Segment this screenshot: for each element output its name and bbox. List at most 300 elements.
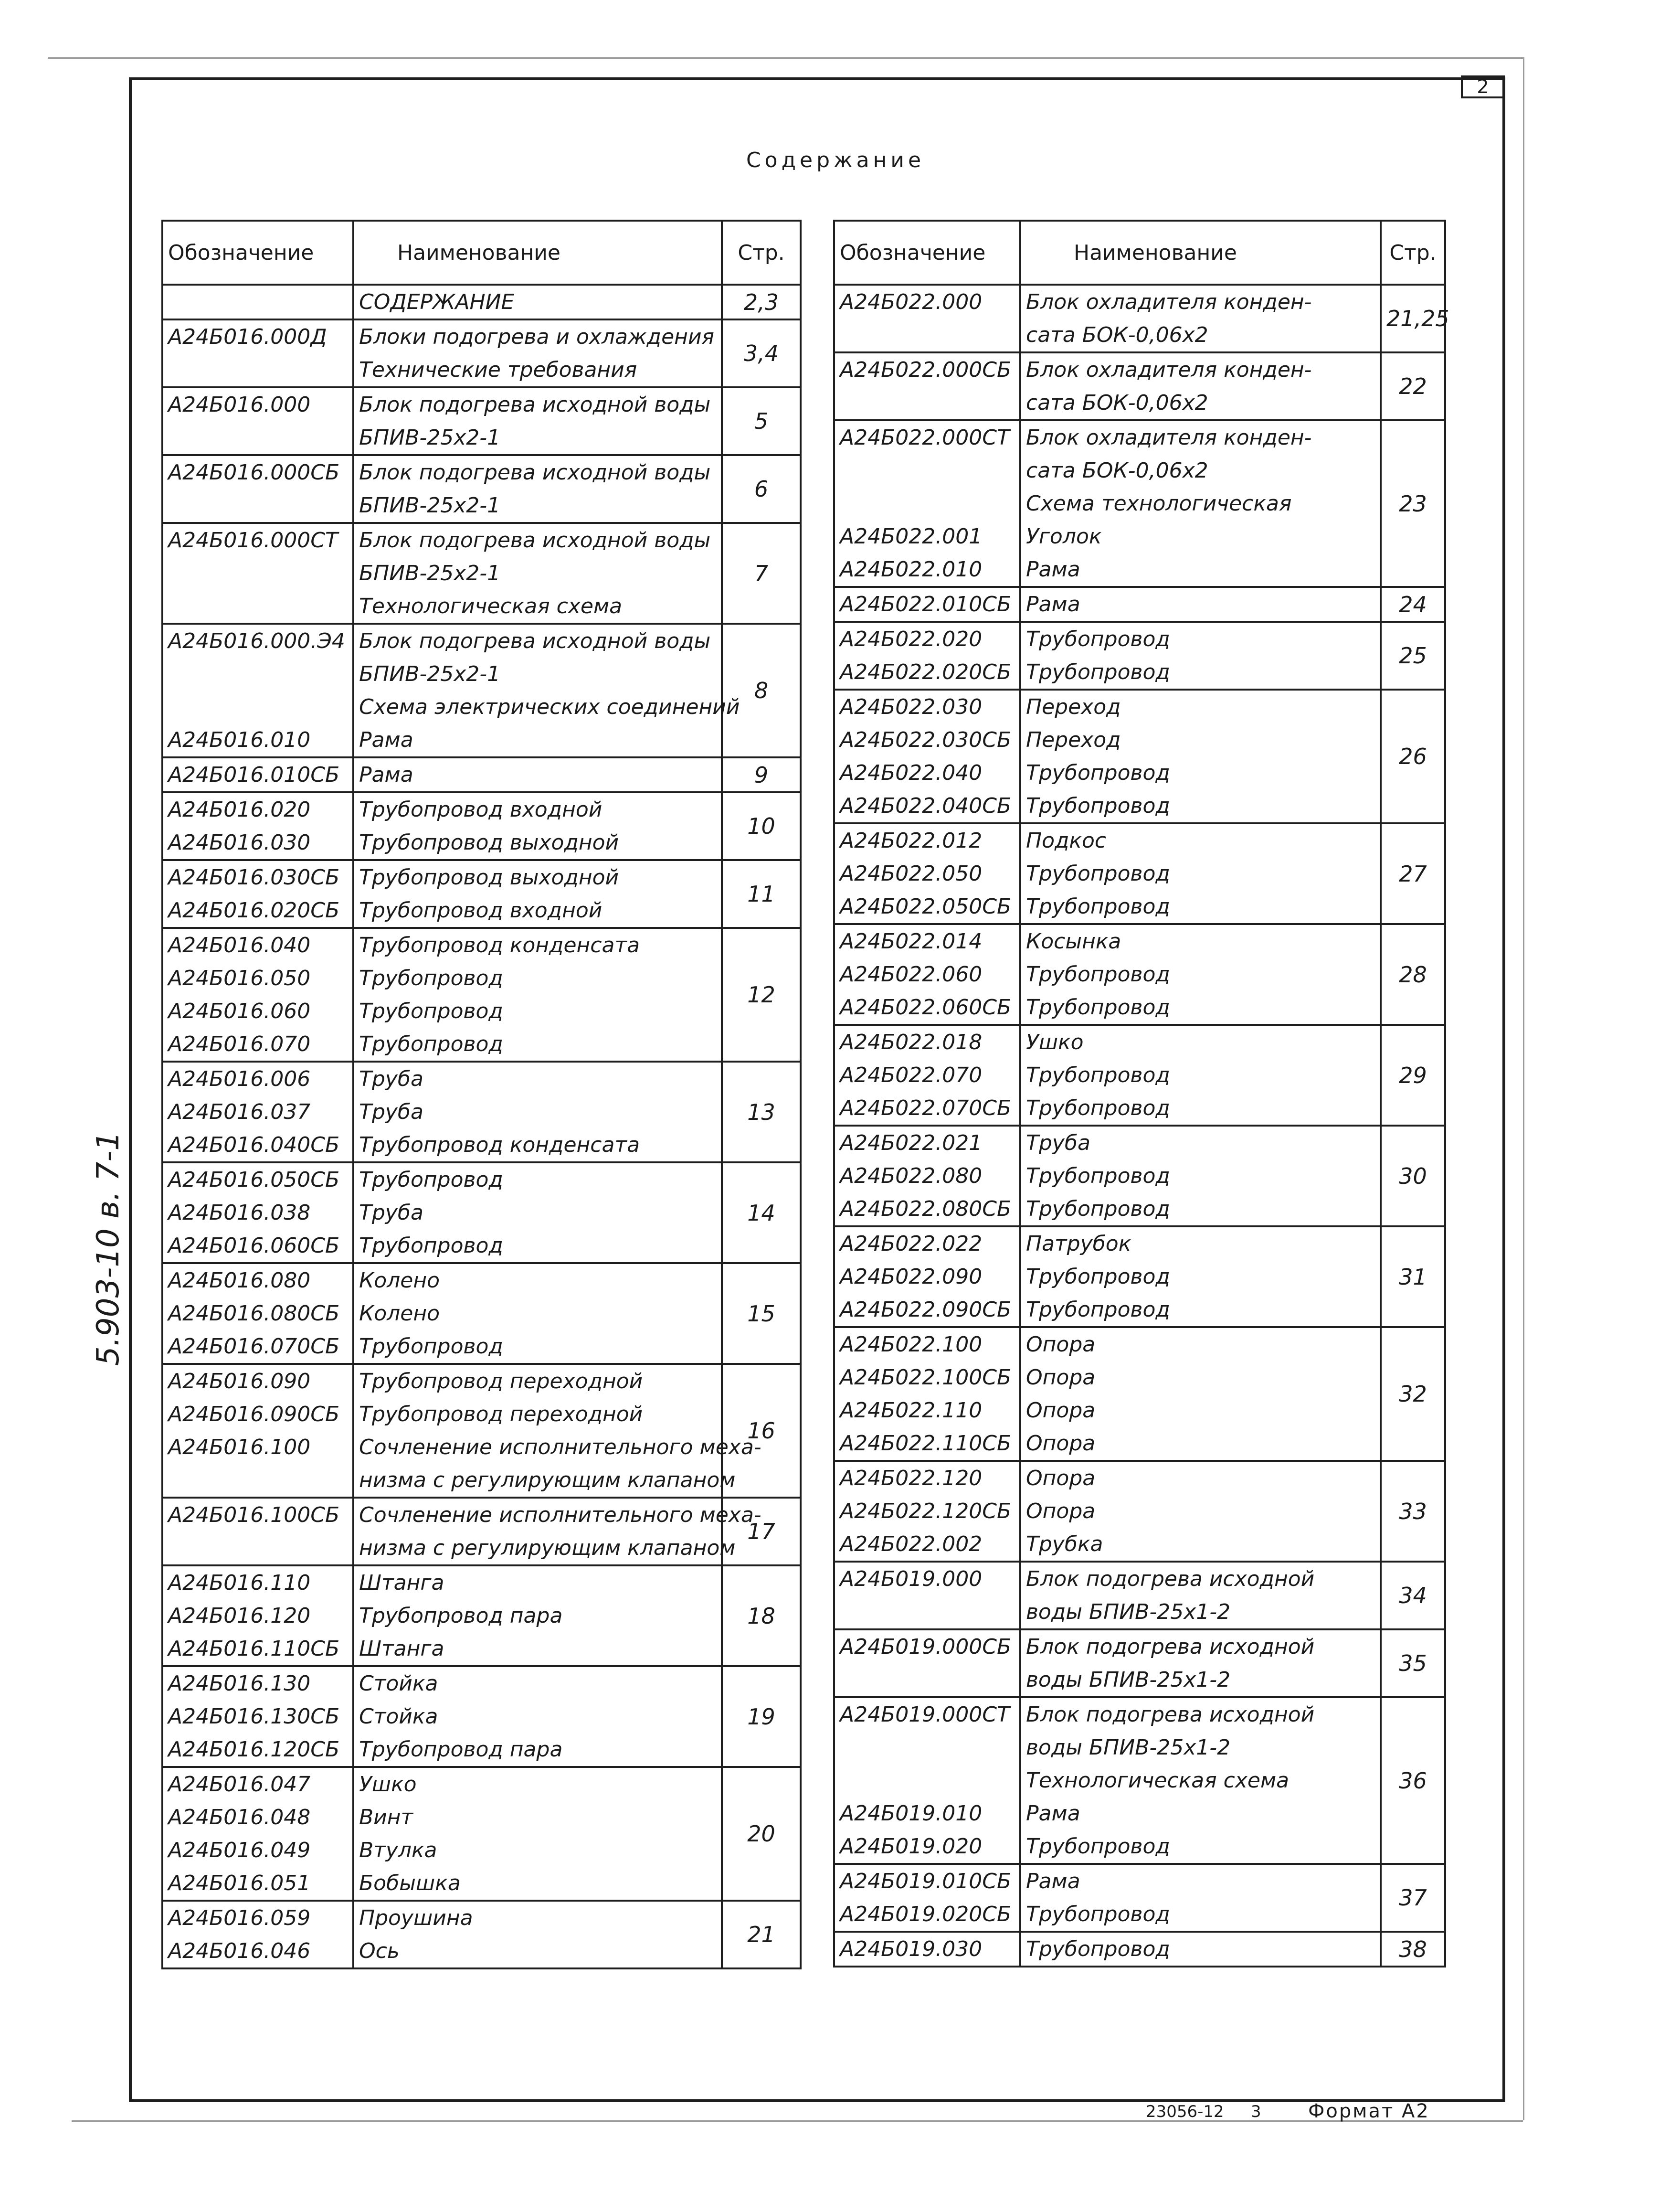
code-cell [834, 1226, 1020, 1327]
name-line: Трубопровод [1026, 627, 1170, 651]
name-line: Блок подогрева исходной воды [359, 629, 711, 653]
name-line: Сочленение исполнительного меха- [359, 1503, 761, 1527]
code-line [168, 557, 348, 590]
code-line: А24Б022.040СБ [840, 794, 1012, 818]
name-line: Трубопровод конденсата [359, 933, 640, 957]
page-cell: 34 [1381, 1562, 1445, 1629]
name-line: Подкос [1026, 829, 1107, 853]
name-line: Рама [359, 728, 413, 752]
page-cell: 17 [722, 1498, 801, 1565]
page-cell: 18 [722, 1565, 801, 1666]
header-page: Стр. [1381, 221, 1445, 285]
code-line: А24Б016.130СБ [168, 1704, 340, 1729]
name-line: Технические требования [359, 358, 637, 382]
code-line: А24Б016.070СБ [168, 1334, 340, 1359]
table-row [834, 1025, 1445, 1126]
code-line: А24Б016.070 [168, 1032, 311, 1056]
code-line: А24Б016.100СБ [168, 1503, 340, 1527]
code-cell [834, 1697, 1020, 1864]
name-line: Схема электрических соединений [359, 695, 740, 719]
code-cell [834, 587, 1020, 622]
header-code: Обозначение [834, 221, 1020, 285]
name-line: БПИВ-25х2-1 [359, 561, 501, 585]
code-line: А24Б019.020 [840, 1834, 983, 1859]
name-cell [1020, 420, 1381, 587]
page-cell: 12 [722, 928, 801, 1062]
name-line: Опора [1026, 1398, 1096, 1423]
code-cell [834, 420, 1020, 587]
name-line: Косынка [1026, 929, 1121, 954]
page-cell: 35 [1381, 1629, 1445, 1697]
code-line: А24Б016.030 [168, 830, 311, 855]
code-line [168, 658, 348, 691]
footer-order-number: 23056-12 [1146, 2102, 1224, 2121]
code-line: А24Б016.047 [168, 1772, 311, 1797]
code-line: А24Б016.010 [168, 728, 311, 752]
name-cell [353, 860, 722, 928]
header-code: Обозначение [162, 221, 353, 285]
name-line: Трубопровод [1026, 1937, 1170, 1961]
code-line: А24Б016.040СБ [168, 1133, 340, 1157]
outer-trim-line-right [1523, 57, 1524, 2120]
name-line: Трубопровод [1026, 1265, 1170, 1289]
name-line: Технологическая схема [359, 594, 623, 618]
name-line: Трубопровод выходной [359, 830, 619, 855]
outer-trim-line-bottom [72, 2120, 1523, 2122]
name-line: Блок подогрева исходной воды [359, 460, 711, 485]
name-line: Рама [359, 763, 413, 787]
page-cell: 36 [1381, 1697, 1445, 1864]
page-cell: 30 [1381, 1126, 1445, 1226]
code-cell [162, 387, 353, 455]
header-name: Наименование [353, 221, 722, 285]
name-cell [353, 523, 722, 624]
name-line: сата БОК-0,06х2 [1026, 323, 1208, 347]
table-row [162, 523, 801, 624]
code-cell [834, 1629, 1020, 1697]
code-cell [162, 1263, 353, 1364]
page-cell: 25 [1381, 622, 1445, 690]
page-cell: 8 [722, 624, 801, 757]
name-line: Стойка [359, 1671, 438, 1696]
code-line [168, 353, 348, 386]
name-cell [1020, 1562, 1381, 1629]
code-line [168, 286, 348, 319]
header-page: Стр. [722, 221, 801, 285]
code-line: А24Б022.000СБ [840, 358, 1012, 382]
code-line: А24Б022.022 [840, 1232, 983, 1256]
code-line [168, 691, 348, 723]
code-line: А24Б019.000 [840, 1567, 983, 1591]
code-line: А24Б016.059 [168, 1906, 311, 1930]
table-row [162, 1498, 801, 1565]
code-cell [162, 319, 353, 387]
name-line: Рама [1026, 1801, 1080, 1826]
code-cell [162, 1498, 353, 1565]
code-line: А24Б016.090 [168, 1369, 311, 1393]
code-line: А24Б016.049 [168, 1838, 311, 1862]
name-line: воды БПИВ-25х1-2 [1026, 1600, 1231, 1624]
table-row [834, 1126, 1445, 1226]
page-cell: 37 [1381, 1864, 1445, 1932]
name-line: Блок подогрева исходной [1026, 1635, 1315, 1659]
name-cell [353, 1162, 722, 1263]
name-line: СОДЕРЖАНИЕ [359, 290, 515, 314]
code-line: А24Б016.038 [168, 1201, 311, 1225]
code-cell [834, 352, 1020, 420]
code-line: А24Б016.020 [168, 798, 311, 822]
code-line: А24Б016.060СБ [168, 1234, 340, 1258]
code-line [168, 1531, 348, 1564]
name-line: Блок охладителя конден- [1026, 425, 1312, 450]
footer-sheet-number: 3 [1251, 2102, 1261, 2121]
table-row [834, 622, 1445, 690]
name-line: Проушина [359, 1906, 473, 1930]
code-line: А24Б019.030 [840, 1937, 983, 1961]
code-cell [162, 285, 353, 319]
code-line: А24Б019.020СБ [840, 1902, 1012, 1926]
code-cell [834, 1461, 1020, 1562]
name-line: Трубопровод входной [359, 898, 602, 923]
table-row [162, 1364, 801, 1498]
code-line: А24Б016.030СБ [168, 865, 340, 890]
name-line: Трубопровод [1026, 962, 1170, 987]
name-line: Опора [1026, 1499, 1096, 1523]
code-line: А24Б022.050СБ [840, 894, 1012, 919]
page-cell: 10 [722, 792, 801, 860]
table-row [162, 1901, 801, 1968]
code-line: А24Б022.110СБ [840, 1431, 1012, 1456]
code-cell [162, 1901, 353, 1968]
page-cell: 3,4 [722, 319, 801, 387]
code-line: А24Б022.080СБ [840, 1197, 1012, 1221]
page-cell: 31 [1381, 1226, 1445, 1327]
name-cell [1020, 690, 1381, 823]
name-line: Опора [1026, 1365, 1096, 1390]
table-row [162, 1263, 801, 1364]
name-cell [353, 1666, 722, 1767]
code-line: А24Б019.010 [840, 1801, 983, 1826]
code-line: А24Б016.051 [168, 1871, 311, 1895]
name-cell [353, 455, 722, 523]
code-line: А24Б022.070 [840, 1063, 983, 1087]
name-line: Блок подогрева исходной [1026, 1702, 1315, 1727]
code-line: А24Б019.000СБ [840, 1635, 1012, 1659]
name-cell [353, 319, 722, 387]
name-cell [353, 1767, 722, 1901]
page-cell: 21,25 [1381, 285, 1445, 352]
name-line: Ушко [1026, 1030, 1084, 1054]
table-row [162, 624, 801, 757]
name-line: Трубопровод пара [359, 1604, 563, 1628]
name-line: Втулка [359, 1838, 437, 1862]
name-line: Трубопровод [1026, 1096, 1170, 1120]
code-line: А24Б016.037 [168, 1100, 311, 1124]
code-line: А24Б022.030СБ [840, 728, 1012, 752]
code-line: А24Б016.040 [168, 933, 311, 957]
name-line: Блок подогрева исходной воды [359, 528, 711, 553]
page-cell: 33 [1381, 1461, 1445, 1562]
table-row [834, 1629, 1445, 1697]
code-line: А24Б016.080СБ [168, 1301, 340, 1326]
outer-trim-line-top [48, 57, 1523, 59]
code-line: А24Б022.010 [840, 557, 983, 582]
table-row [834, 690, 1445, 823]
page-cell: 5 [722, 387, 801, 455]
table-row [162, 319, 801, 387]
code-line: А24Б022.000СТ [840, 425, 1010, 450]
page-cell: 11 [722, 860, 801, 928]
page-cell: 22 [1381, 352, 1445, 420]
name-line: Трубопровод [1026, 794, 1170, 818]
code-cell [834, 1126, 1020, 1226]
code-line [168, 421, 348, 454]
name-cell [353, 928, 722, 1062]
name-cell [1020, 1932, 1381, 1967]
name-line: Трубопровод [1026, 861, 1170, 886]
name-cell [353, 1263, 722, 1364]
code-cell [162, 1364, 353, 1498]
name-line: Колено [359, 1301, 440, 1326]
code-line: А24Б019.010СБ [840, 1869, 1012, 1893]
name-line: Блок охладителя конден- [1026, 358, 1312, 382]
name-line: Блок подогрева исходной воды [359, 393, 711, 417]
code-line: А24Б016.050 [168, 966, 311, 990]
code-line: А24Б022.080 [840, 1164, 983, 1188]
page-cell: 6 [722, 455, 801, 523]
name-line: Трубопровод [1026, 1297, 1170, 1322]
name-line: Трубопровод [1026, 995, 1170, 1020]
name-line: Трубопровод [1026, 1164, 1170, 1188]
page-cell: 15 [722, 1263, 801, 1364]
name-cell [1020, 1461, 1381, 1562]
code-line [840, 319, 1015, 351]
name-line: Ось [359, 1939, 400, 1963]
code-cell [162, 1767, 353, 1901]
header-name: Наименование [1020, 221, 1381, 285]
page-cell: 9 [722, 757, 801, 792]
code-line: А24Б022.040 [840, 761, 983, 785]
name-line: Винт [359, 1805, 413, 1829]
name-line: Технологическая схема [1026, 1768, 1289, 1793]
name-cell [1020, 1697, 1381, 1864]
table-row [162, 1162, 801, 1263]
code-line: А24Б016.006 [168, 1067, 311, 1091]
code-line: А24Б016.000.Э4 [168, 629, 345, 653]
code-cell [162, 1565, 353, 1666]
code-line: А24Б016.000 [168, 393, 311, 417]
name-line: Труба [359, 1201, 423, 1225]
name-line: Рама [1026, 557, 1080, 582]
name-line: Блоки подогрева и охлаждения [359, 325, 715, 349]
code-line: А24Б022.090СБ [840, 1297, 1012, 1322]
toc-table-left [161, 220, 802, 1969]
table-row [162, 928, 801, 1062]
name-cell [353, 792, 722, 860]
code-line: А24Б022.030 [840, 695, 983, 719]
name-cell [353, 387, 722, 455]
code-cell [162, 860, 353, 928]
name-line: Трубопровод выходной [359, 865, 619, 890]
name-line: воды БПИВ-25х1-2 [1026, 1668, 1231, 1692]
code-cell [834, 285, 1020, 352]
code-cell [834, 690, 1020, 823]
name-line: БПИВ-25х2-1 [359, 425, 501, 450]
name-line: Трубопровод переходной [359, 1369, 643, 1393]
name-cell [1020, 1327, 1381, 1461]
table-row [162, 1565, 801, 1666]
name-line: Стойка [359, 1704, 438, 1729]
page-cell: 27 [1381, 823, 1445, 924]
code-cell [162, 624, 353, 757]
table-row [162, 1062, 801, 1162]
code-line [840, 1595, 1015, 1628]
code-line: А24Б022.021 [840, 1131, 983, 1155]
table-row [162, 792, 801, 860]
name-line: Трубопровод [1026, 660, 1170, 684]
name-line: Труба [1026, 1131, 1090, 1155]
table-row [162, 757, 801, 792]
table-row [834, 1327, 1445, 1461]
code-line: А24Б016.110СБ [168, 1637, 340, 1661]
code-cell [162, 1162, 353, 1263]
code-line: А24Б022.002 [840, 1532, 983, 1556]
code-line: А24Б022.060СБ [840, 995, 1012, 1020]
name-line: Переход [1026, 695, 1121, 719]
name-cell [1020, 1226, 1381, 1327]
page-cell: 38 [1381, 1932, 1445, 1967]
page-cell: 21 [722, 1901, 801, 1968]
name-line: Блок подогрева исходной [1026, 1567, 1315, 1591]
table-row [834, 1461, 1445, 1562]
page-cell: 16 [722, 1364, 801, 1498]
code-line: А24Б022.120СБ [840, 1499, 1012, 1523]
code-line: А24Б016.046 [168, 1939, 311, 1963]
page-cell: 2,3 [722, 285, 801, 319]
name-cell [1020, 587, 1381, 622]
name-line: воды БПИВ-25х1-2 [1026, 1735, 1231, 1760]
code-line: А24Б022.018 [840, 1030, 983, 1054]
name-cell [1020, 924, 1381, 1025]
toc-table-right [833, 220, 1449, 1967]
sheet-number: 2 [1461, 75, 1505, 98]
page-cell: 24 [1381, 587, 1445, 622]
name-line: Рама [1026, 592, 1080, 617]
code-line: А24Б022.020 [840, 627, 983, 651]
code-cell [834, 622, 1020, 690]
name-line: Опора [1026, 1466, 1096, 1490]
name-cell [1020, 823, 1381, 924]
name-line: Трубопровод [1026, 894, 1170, 919]
name-cell [353, 1062, 722, 1162]
name-line: Бобышка [359, 1871, 461, 1895]
page-cell: 14 [722, 1162, 801, 1263]
code-line: А24Б022.090 [840, 1265, 983, 1289]
code-cell [162, 1666, 353, 1767]
code-line [840, 386, 1015, 419]
table-row [834, 924, 1445, 1025]
code-line: А24Б019.000СТ [840, 1702, 1010, 1727]
name-line: Трубопровод [1026, 761, 1170, 785]
code-cell [162, 455, 353, 523]
code-line: А24Б022.100СБ [840, 1365, 1012, 1390]
name-line: Трубопровод конденсата [359, 1133, 640, 1157]
page-title: Содержание [746, 148, 925, 172]
code-line: А24Б022.020СБ [840, 660, 1012, 684]
footer-format: Формат А2 [1308, 2100, 1430, 2122]
code-line: А24Б016.110 [168, 1571, 311, 1595]
code-line: А24Б022.110 [840, 1398, 983, 1423]
name-line: Рама [1026, 1869, 1080, 1893]
code-line [840, 1764, 1015, 1797]
code-line: А24Б016.000СТ [168, 528, 338, 553]
name-cell [1020, 1126, 1381, 1226]
table-row [834, 1226, 1445, 1327]
code-line [168, 590, 348, 623]
name-line: Труба [359, 1067, 423, 1091]
code-line: А24Б016.080 [168, 1268, 311, 1293]
name-cell [1020, 1864, 1381, 1932]
name-line: Штанга [359, 1571, 444, 1595]
table-row [162, 1767, 801, 1901]
code-cell [834, 1932, 1020, 1967]
code-line: А24Б022.050 [840, 861, 983, 886]
name-line: Уголок [1026, 524, 1102, 549]
name-line: Трубопровод [359, 1032, 503, 1056]
name-line: Трубопровод [359, 966, 503, 990]
name-line: сата БОК-0,06х2 [1026, 458, 1208, 483]
name-line: Трубопровод [1026, 1197, 1170, 1221]
code-line: А24Б016.000СБ [168, 460, 340, 485]
name-line: Труба [359, 1100, 423, 1124]
code-line: А24Б022.001 [840, 524, 983, 549]
code-line: А24Б022.120 [840, 1466, 983, 1490]
name-line: Трубопровод пара [359, 1737, 563, 1762]
code-line: А24Б016.060 [168, 999, 311, 1023]
name-line: БПИВ-25х2-1 [359, 662, 501, 686]
name-cell [353, 285, 722, 319]
page-cell: 19 [722, 1666, 801, 1767]
table-header-row [834, 221, 1445, 285]
name-line: сата БОК-0,06х2 [1026, 391, 1208, 415]
table-row [162, 387, 801, 455]
table-row [834, 1562, 1445, 1629]
name-line: Переход [1026, 728, 1121, 752]
code-cell [162, 792, 353, 860]
table-row [162, 285, 801, 319]
name-line: Трубопровод [1026, 1063, 1170, 1087]
code-line: А24Б016.048 [168, 1805, 311, 1829]
name-line: Блок охладителя конден- [1026, 290, 1312, 314]
code-line: А24Б022.100 [840, 1332, 983, 1357]
page-cell: 29 [1381, 1025, 1445, 1126]
name-cell [353, 757, 722, 792]
code-cell [834, 823, 1020, 924]
code-line: А24Б016.050СБ [168, 1168, 340, 1192]
table-row [834, 1697, 1445, 1864]
name-line: Трубопровод входной [359, 798, 602, 822]
page-cell: 13 [722, 1062, 801, 1162]
code-line: А24Б022.012 [840, 829, 983, 853]
code-line: А24Б016.090СБ [168, 1402, 340, 1426]
name-cell [1020, 622, 1381, 690]
code-line: А24Б016.120 [168, 1604, 311, 1628]
code-cell [162, 757, 353, 792]
name-line: Сочленение исполнительного меха- [359, 1435, 761, 1459]
name-line: Трубопровод переходной [359, 1402, 643, 1426]
table-row [834, 420, 1445, 587]
table-row [834, 285, 1445, 352]
